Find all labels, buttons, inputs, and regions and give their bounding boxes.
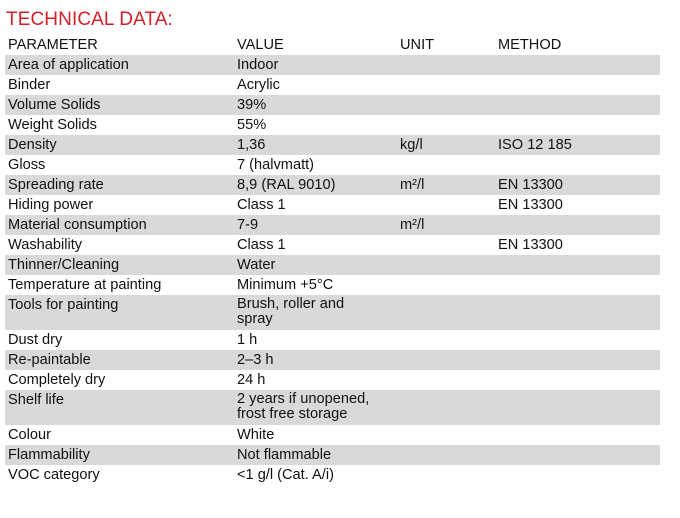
- parameter-cell: Colour: [8, 427, 51, 443]
- parameter-cell: Density: [8, 137, 57, 153]
- unit-cell: kg/l: [400, 137, 423, 153]
- parameter-cell: Flammability: [8, 447, 90, 463]
- column-header-unit: UNIT: [400, 37, 435, 53]
- parameter-cell: Spreading rate: [8, 177, 104, 193]
- value-cell: Class 1: [237, 197, 286, 213]
- section-heading: TECHNICAL DATA:: [6, 9, 173, 30]
- unit-cell: m²/l: [400, 217, 425, 233]
- column-header-method: METHOD: [498, 37, 562, 53]
- value-cell: White: [237, 427, 275, 443]
- table-row: [5, 275, 660, 295]
- table-row: [5, 465, 660, 485]
- parameter-cell: Weight Solids: [8, 117, 97, 133]
- column-header-parameter: PARAMETER: [8, 37, 98, 53]
- table-row: [5, 95, 660, 115]
- method-cell: EN 13300: [498, 177, 563, 193]
- value-cell: Brush, roller and spray: [237, 296, 345, 327]
- value-cell: Class 1: [237, 237, 286, 253]
- parameter-cell: Volume Solids: [8, 97, 101, 113]
- table-row: [5, 155, 660, 175]
- table-row: [5, 195, 660, 215]
- value-cell: 1,36: [237, 137, 266, 153]
- value-cell: 7 (halvmatt): [237, 157, 315, 173]
- value-cell: 2 years if unopened, frost free storage: [237, 391, 370, 422]
- value-cell: 24 h: [237, 372, 266, 388]
- value-cell: Indoor: [237, 57, 279, 73]
- table-row: [5, 330, 660, 350]
- parameter-cell: Washability: [8, 237, 83, 253]
- value-cell: Minimum +5°C: [237, 277, 334, 293]
- value-cell: <1 g/l (Cat. A/i): [237, 467, 334, 483]
- value-cell: 1 h: [237, 332, 258, 348]
- value-cell: 55%: [237, 117, 267, 133]
- value-cell: 7-9: [237, 217, 259, 233]
- table-row: [5, 390, 660, 425]
- parameter-cell: Tools for painting: [8, 297, 119, 313]
- parameter-cell: VOC category: [8, 467, 100, 483]
- parameter-cell: Area of application: [8, 57, 129, 73]
- parameter-cell: Dust dry: [8, 332, 63, 348]
- column-header-value: VALUE: [237, 37, 284, 53]
- table-header-row: [5, 35, 660, 55]
- method-cell: EN 13300: [498, 197, 563, 213]
- table-row: [5, 370, 660, 390]
- parameter-cell: Gloss: [8, 157, 46, 173]
- table-row: [5, 75, 660, 95]
- unit-cell: m²/l: [400, 177, 425, 193]
- parameter-cell: Material consumption: [8, 217, 147, 233]
- table-row: [5, 175, 660, 195]
- table-row: [5, 235, 660, 255]
- parameter-cell: Completely dry: [8, 372, 106, 388]
- value-cell: 8,9 (RAL 9010): [237, 177, 336, 193]
- parameter-cell: Shelf life: [8, 392, 64, 408]
- parameter-cell: Re-paintable: [8, 352, 91, 368]
- technical-data-table: [5, 35, 660, 485]
- table-row: [5, 55, 660, 75]
- method-cell: ISO 12 185: [498, 137, 572, 153]
- value-cell: Not flammable: [237, 447, 332, 463]
- table-row: [5, 295, 660, 330]
- parameter-cell: Binder: [8, 77, 51, 93]
- value-cell: 2–3 h: [237, 352, 274, 368]
- table-row: [5, 445, 660, 465]
- table-row: [5, 350, 660, 370]
- table-row: [5, 135, 660, 155]
- parameter-cell: Temperature at painting: [8, 277, 162, 293]
- table-row: [5, 215, 660, 235]
- value-cell: Acrylic: [237, 77, 280, 93]
- parameter-cell: Hiding power: [8, 197, 94, 213]
- value-cell: Water: [237, 257, 276, 273]
- table-row: [5, 255, 660, 275]
- table-row: [5, 115, 660, 135]
- value-cell: 39%: [237, 97, 267, 113]
- table-row: [5, 425, 660, 445]
- parameter-cell: Thinner/Cleaning: [8, 257, 120, 273]
- method-cell: EN 13300: [498, 237, 563, 253]
